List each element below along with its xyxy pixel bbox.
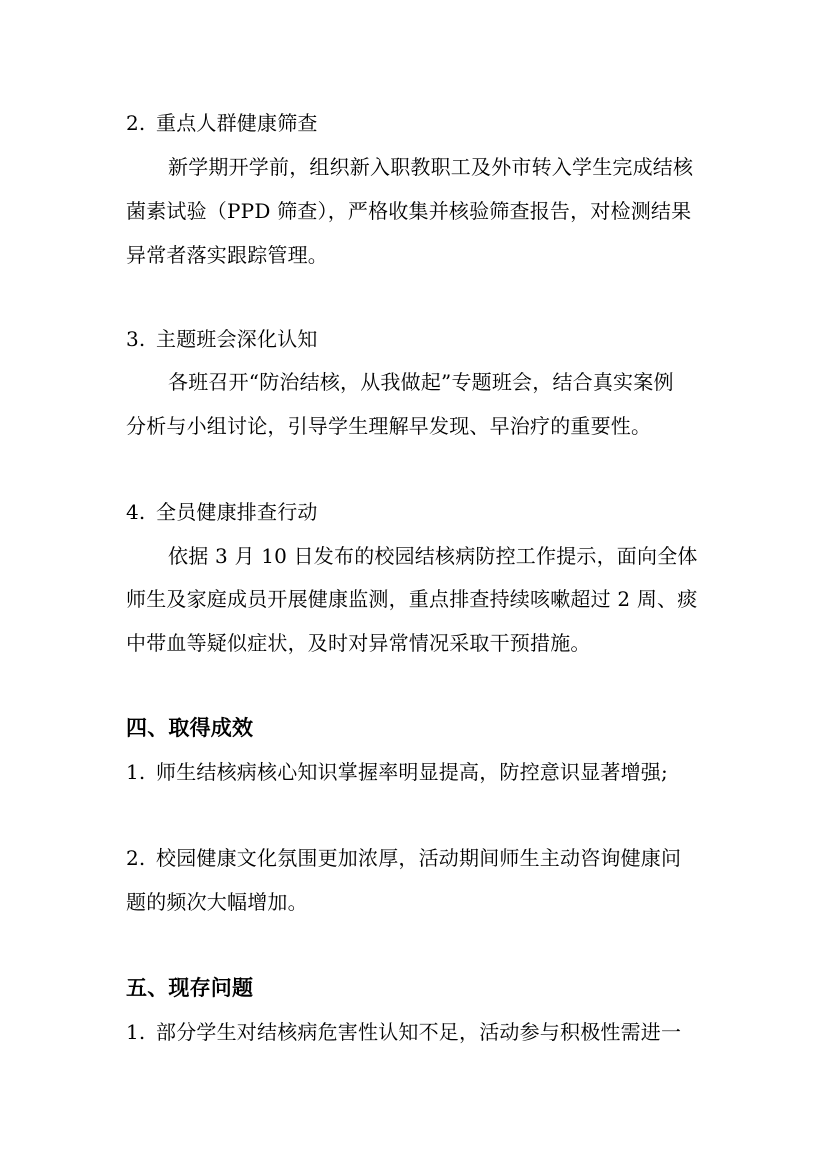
results-item-2-text-line-2: 题的频次大幅增加。 — [126, 890, 308, 914]
problems-item-1 — [126, 1020, 681, 1044]
problems-title: 五、现存问题 — [126, 975, 254, 1000]
section-2-number: 2. — [126, 111, 146, 135]
results-item-1-text: 师生结核病核心知识掌握率明显提高，防控意识显著增强; — [156, 760, 668, 784]
section-4-heading — [126, 500, 318, 524]
section-3-para-line-1: 各班召开“防治结核，从我做起”专题班会，结合真实案例 — [168, 370, 674, 394]
section-2-para-line-1: 新学期开学前，组织新入职教职工及外市转入学生完成结核 — [168, 155, 694, 179]
section-2-title: 重点人群健康筛查 — [156, 111, 318, 135]
section-4-number: 4. — [126, 500, 146, 524]
results-item-1 — [126, 760, 668, 784]
problems-item-1-text: 部分学生对结核病危害性认知不足，活动参与积极性需进一 — [156, 1020, 682, 1044]
section-3-number: 3. — [126, 327, 146, 351]
section-3-title: 主题班会深化认知 — [156, 327, 318, 351]
section-4-para-line-1: 依据 3 月 10 日发布的校园结核病防控工作提示，面向全体 — [168, 544, 698, 568]
section-3-para-line-2: 分析与小组讨论，引导学生理解早发现、早治疗的重要性。 — [126, 414, 652, 438]
section-2-para-line-2: 菌素试验（PPD 筛查），严格收集并核验筛查报告，对检测结果 — [126, 199, 692, 223]
results-item-2-number: 2. — [126, 846, 146, 870]
section-3-heading — [126, 327, 318, 351]
results-title: 四、取得成效 — [126, 715, 254, 740]
results-item-1-number: 1. — [126, 760, 146, 784]
section-4-para-line-2: 师生及家庭成员开展健康监测，重点排查持续咳嗽超过 2 周、痰 — [126, 587, 698, 611]
section-4-para-line-3: 中带血等疑似症状，及时对异常情况采取干预措施。 — [126, 631, 591, 655]
problems-item-1-number: 1. — [126, 1020, 146, 1044]
results-item-2 — [126, 846, 681, 870]
section-2-heading — [126, 111, 318, 135]
section-4-title: 全员健康排查行动 — [156, 500, 318, 524]
results-item-2-text-line-1: 校园健康文化氛围更加浓厚，活动期间师生主动咨询健康问 — [156, 846, 682, 870]
section-2-para-line-3: 异常者落实跟踪管理。 — [126, 243, 328, 267]
